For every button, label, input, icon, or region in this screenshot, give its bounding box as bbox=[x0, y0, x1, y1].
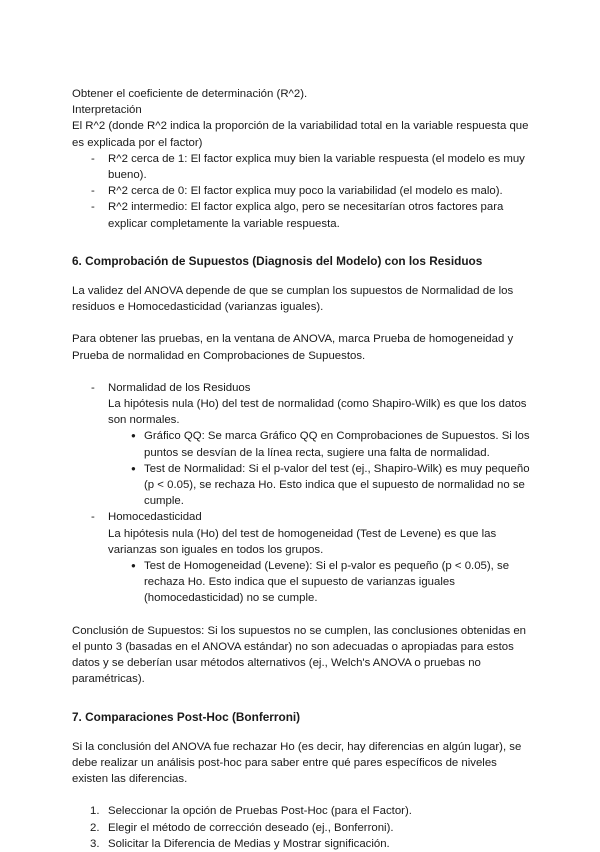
intro-line-3: El R^2 (donde R^2 indica la proporción de la variabilidad total en la variable respuesta que es explicada por el factor) bbox=[72, 120, 529, 149]
normalidad-bullets bbox=[108, 428, 532, 509]
step-text: Seleccionar la opción de Pruebas Post-Hoc (para el Factor). bbox=[108, 805, 412, 818]
list-item-homocedasticidad bbox=[72, 509, 532, 606]
normalidad-desc: La hipótesis nula (Ho) del test de normalidad (como Shapiro-Wilk) es que los datos son normales. bbox=[108, 398, 527, 427]
intro-line-1: Obtener el coeficiente de determinación (R^2). bbox=[72, 88, 308, 100]
list-item: ● Test de Normalidad: Si el p-valor del test (ej., Shapiro-Wilk) es muy pequeño (p < 0.05), se rechaza Ho. Esto indica que el supuesto de normalidad no se cumple. bbox=[108, 461, 532, 510]
document-page bbox=[72, 86, 532, 852]
intro-line-2: Interpretación bbox=[72, 104, 142, 117]
step-text: Elegir el método de corrección deseado (ej., Bonferroni). bbox=[108, 821, 394, 834]
list-item: ● Gráfico QQ: Se marca Gráfico QQ en Comprobaciones de Supuestos. Si los puntos se desvían de la línea recta, sugiere una falta de normalidad. bbox=[108, 428, 532, 460]
section-7-heading: 7. Comparaciones Post-Hoc (Bonferroni) bbox=[72, 709, 301, 724]
list-item bbox=[72, 820, 532, 836]
list-item: - R^2 intermedio: El factor explica algo, pero se necesitarían otros factores para explicar completamente la variable respuesta. bbox=[72, 199, 532, 231]
list-item: ● Test de Homogeneidad (Levene): Si el p-valor es pequeño (p < 0.05), se rechaza Ho. Esto indica que el supuesto de varianzas iguales (homocedasticidad) no se cumple. bbox=[108, 558, 532, 607]
section-6-heading: 6. Comprobación de Supuestos (Diagnosis del Modelo) con los Residuos bbox=[72, 253, 483, 268]
list-item-normalidad bbox=[72, 380, 532, 510]
list-item bbox=[72, 836, 532, 852]
section-7-paragraph-1: Si la conclusión del ANOVA fue rechazar Ho (es decir, hay diferencias en algún lugar), se debe realizar un análisis post-hoc para saber entre qué pares específicos de niveles existen las diferencias. bbox=[72, 740, 522, 786]
homocedasticidad-bullets bbox=[108, 558, 532, 607]
step-text: Solicitar la Diferencia de Medias y Mostrar significación. bbox=[108, 837, 390, 850]
step-number: 1. bbox=[90, 805, 100, 818]
step-number: 3. bbox=[90, 837, 100, 850]
section-6-paragraph-1: La validez del ANOVA depende de que se cumplan los supuestos de Normalidad de los residuos e Homocedasticidad (varianzas iguales). bbox=[72, 285, 514, 314]
homocedasticidad-desc: La hipótesis nula (Ho) del test de homogeneidad (Test de Levene) es que las varianzas son iguales en todos los grupos. bbox=[108, 527, 497, 556]
section-6-paragraph-2: Para obtener las pruebas, en la ventana de ANOVA, marca Prueba de homogeneidad y Prueba de normalidad en Comprobaciones de Supuestos. bbox=[72, 333, 514, 362]
list-item: - R^2 cerca de 0: El factor explica muy poco la variabilidad (el modelo es malo). bbox=[72, 183, 532, 199]
assumptions-list bbox=[72, 380, 532, 607]
section-6-conclusion: Conclusión de Supuestos: Si los supuestos no se cumplen, las conclusiones obtenidas en el punto 3 (basadas en el ANOVA estándar) no son adecuadas o apropiadas para estos datos y se deberían usar métodos alternativos (ej., Welch's ANOVA o pruebas no paramétricas). bbox=[72, 624, 527, 686]
normalidad-title: - Normalidad de los Residuos bbox=[108, 381, 251, 394]
list-item: - R^2 cerca de 1: El factor explica muy bien la variable respuesta (el modelo es muy bueno). bbox=[72, 151, 532, 183]
step-number: 2. bbox=[90, 821, 100, 834]
r2-interpretation-list bbox=[72, 151, 532, 232]
homocedasticidad-title: - Homocedasticidad bbox=[108, 511, 202, 524]
post-hoc-steps bbox=[72, 803, 532, 852]
list-item bbox=[72, 803, 532, 819]
